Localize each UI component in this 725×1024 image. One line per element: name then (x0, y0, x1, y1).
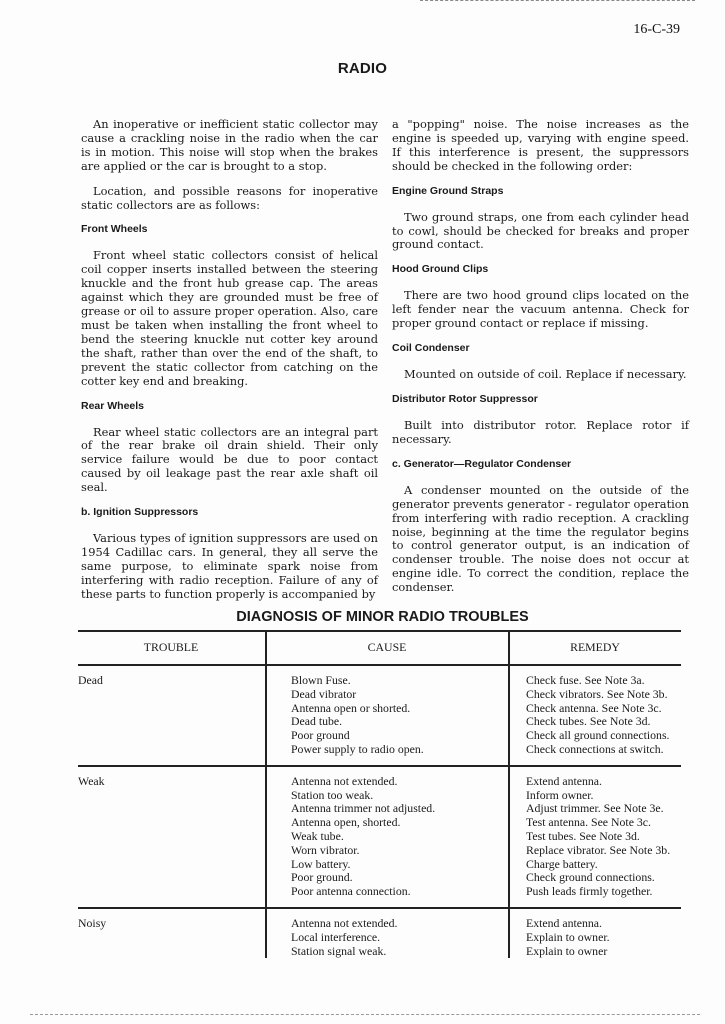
generator-regulator-text: A condenser mounted on the outside of the generator prevents generator - regulator operation from interfering with radio reception. A crackling noise, beginning at the time the regulator begins to control generator output, is an indication of condenser trouble. The noise does not occur at engine idle. To correct the condition, replace the condenser. (392, 482, 689, 595)
ignition-suppressors-heading: b. Ignition Suppressors (81, 506, 199, 519)
cause-line: Blown Fuse. (291, 673, 351, 687)
cause-line: Low battery. (291, 856, 351, 871)
coil-condenser-text: Mounted on outside of coil. Replace if necessary. (404, 367, 687, 382)
engine-ground-straps-text: Two ground straps, one from each cylinder head to cowl, should be checked for breaks and proper ground contact. (392, 209, 689, 252)
column-header-remedy: REMEDY (509, 631, 681, 665)
coil-condenser-heading: Coil Condenser (392, 342, 470, 355)
cause-line: Weak tube. (291, 828, 344, 843)
cause-line: Worn vibrator. (291, 842, 360, 857)
remedy-line: Push leads firmly together. (526, 884, 653, 899)
rear-wheels-text: Rear wheel static collectors are an integral part of the rear brake oil drain shield. Their only service failure would be due to poor contact caused by oil leakage past the rear axle shaft oil seal. (81, 424, 378, 495)
rear-wheels-heading: Rear Wheels (81, 399, 145, 412)
bottom-scan-rule (30, 1014, 700, 1015)
cause-line: Station signal weak. (291, 943, 387, 958)
hood-ground-clips-text: There are two hood ground clips located on the left fender near the vacuum antenna. Check for proper ground contact or replace if missing. (392, 288, 689, 331)
table-row (78, 766, 681, 908)
remedy-cell (509, 665, 681, 766)
cause-line: Antenna open or shorted. (291, 700, 411, 715)
remedy-line: Check fuse. See Note 3a. (526, 673, 645, 687)
cause-line: Station too weak. (291, 787, 374, 802)
cause-cell (266, 665, 509, 766)
cause-line: Antenna not extended. (291, 915, 398, 930)
cause-line: Power supply to radio open. (291, 741, 424, 756)
cause-line: Antenna not extended. (291, 773, 398, 788)
remedy-line: Test antenna. See Note 3c. (526, 815, 651, 830)
remedy-line: Test tubes. See Note 3d. (526, 828, 640, 843)
cause-cell (266, 766, 509, 908)
cause-line: Poor antenna connection. (291, 884, 411, 899)
remedy-line: Check vibrators. See Note 3b. (526, 686, 668, 701)
remedy-line: Inform owner. (526, 787, 594, 802)
trouble-cell: Weak (78, 766, 266, 908)
trouble-cell: Dead (78, 665, 266, 766)
diagnosis-table-title: DIAGNOSIS OF MINOR RADIO TROUBLES (236, 609, 529, 625)
intro-paragraph-2: Location, and possible reasons for inoperative static collectors are as follows: (81, 183, 378, 212)
cause-line: Antenna trimmer not adjusted. (291, 801, 436, 816)
diagnosis-table (78, 630, 681, 958)
remedy-line: Check all ground connections. (526, 728, 670, 743)
cause-line: Poor ground. (291, 870, 353, 885)
intro-paragraph: An inoperative or inefficient static collector may cause a crackling noise in the radio when the car is in motion. This noise will stop when the brakes are applied or the car is brought to a stop. (81, 117, 378, 173)
cause-line: Antenna open, shorted. (291, 815, 401, 830)
left-column (81, 118, 378, 613)
hood-ground-clips-heading: Hood Ground Clips (392, 263, 489, 276)
remedy-cell (509, 766, 681, 908)
right-column (392, 118, 689, 606)
column-header-cause: CAUSE (266, 631, 509, 665)
continued-text: a "popping" noise. The noise increases as the engine is speeded up, varying with engine speed. If this interference is present, the suppressors should be checked in the following order: (392, 117, 689, 173)
remedy-line: Check tubes. See Note 3d. (526, 714, 651, 729)
cause-line: Local interference. (291, 929, 381, 944)
top-scan-rule (420, 0, 695, 2)
remedy-line: Extend antenna. (526, 773, 602, 788)
remedy-line: Check ground connections. (526, 870, 655, 885)
trouble-cell: Noisy (78, 915, 107, 930)
cause-line: Dead vibrator (291, 686, 357, 701)
remedy-line: Explain to owner. (526, 929, 610, 944)
front-wheels-text: Front wheel static collectors consist of helical coil copper inserts installed between the steering knuckle and the front hub grease cap. The areas against which they are grounded must be free of grease or oil to assure proper operation. Also, care must be taken when installing the front wheel to bend the steering knuckle nut cotter key around the shaft, rather than over the end of the shaft, to prevent the static collector from catching on the cotter key end and breaking. (81, 248, 378, 388)
column-header-trouble: TROUBLE (78, 631, 266, 665)
cause-cell (266, 908, 509, 958)
page-title: RADIO (337, 60, 388, 77)
remedy-line: Check connections at switch. (526, 741, 664, 756)
engine-ground-straps-heading: Engine Ground Straps (392, 184, 504, 197)
table-row (78, 908, 681, 958)
generator-regulator-heading: c. Generator—Regulator Condenser (392, 457, 572, 470)
diagnosis-table-body (78, 665, 681, 958)
remedy-line: Explain to owner (526, 943, 608, 958)
cause-line: Dead tube. (291, 714, 343, 729)
remedy-line: Adjust trimmer. See Note 3e. (526, 801, 664, 816)
remedy-line: Extend antenna. (526, 915, 602, 930)
remedy-line: Check antenna. See Note 3c. (526, 700, 662, 715)
distributor-rotor-text: Built into distributor rotor. Replace rotor if necessary. (392, 417, 689, 446)
table-row (78, 665, 681, 766)
page-number: 16-C-39 (633, 22, 680, 37)
distributor-rotor-heading: Distributor Rotor Suppressor (392, 392, 538, 405)
remedy-line: Charge battery. (526, 856, 598, 871)
front-wheels-heading: Front Wheels (81, 223, 148, 236)
table-header-row (78, 631, 681, 665)
remedy-cell (509, 908, 681, 958)
cause-line: Poor ground (291, 728, 350, 743)
ignition-suppressors-text: Various types of ignition suppressors are used on 1954 Cadillac cars. In general, they all serve the same purpose, to eliminate spark noise from interfering with radio reception. Failure of any of these parts to function properly is accompanied by (81, 531, 378, 601)
remedy-line: Replace vibrator. See Note 3b. (526, 842, 671, 857)
